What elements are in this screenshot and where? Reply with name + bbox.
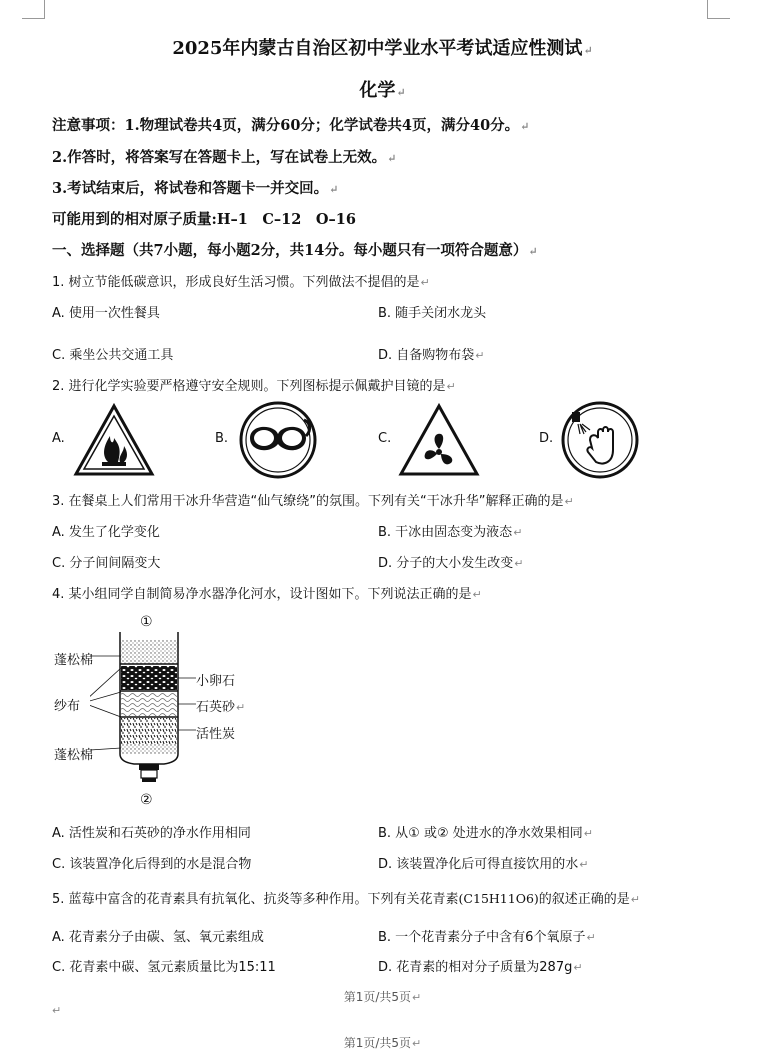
water-purifier-diagram: [90, 632, 200, 794]
diagram-mark-2: ②: [140, 792, 153, 808]
goggles-icon: [238, 400, 318, 480]
q1-stem: 1. 树立节能低碳意识，形成良好生活习惯。下列做法不提倡的是↵: [52, 275, 430, 290]
label-gauze: 纱布: [54, 699, 81, 714]
label-carbon: 活性炭: [196, 727, 236, 742]
notes-line-3: 3.考试结束后，将试卷和答题卡一并交回。↵: [52, 180, 339, 197]
q4-option-a: A. 活性炭和石英砂的净水作用相同: [52, 826, 251, 841]
q2-option-c-label: C.: [378, 431, 392, 446]
subject-title: 化学↵: [359, 80, 406, 101]
label-quartz: 石英砂↵: [196, 700, 246, 715]
q5-option-b: B. 一个花青素分子中含有6个氧原子↵: [378, 930, 596, 945]
q1-option-a: A. 使用一次性餐具: [52, 306, 160, 321]
label-cotton-bottom: 蓬松棉: [54, 748, 94, 763]
section-heading: 一、选择题（共7小题，每小题2分，共14分。每小题只有一项符合题意）↵: [52, 242, 538, 259]
footer-para-mark: ↵: [52, 1004, 62, 1017]
q2-option-a-label: A.: [52, 431, 65, 446]
notes-line-1: 注意事项：1.物理试卷共4页，满分60分；化学试卷共4页，满分40分。↵: [52, 117, 530, 134]
q2-option-b-label: B.: [215, 431, 229, 446]
q1-option-d: D. 自备购物布袋↵: [378, 348, 485, 363]
label-cotton-top: 蓬松棉: [54, 653, 94, 668]
page-footer: 第1页/共5页↵: [343, 990, 422, 1004]
q5-option-d: D. 花青素的相对分子质量为287g↵: [378, 960, 583, 975]
crop-mark-top-left: [22, 0, 45, 19]
q1-option-c: C. 乘坐公共交通工具: [52, 348, 174, 363]
q3-stem: 3. 在餐桌上人们常用干冰升华营造“仙气缭绕”的氛围。下列有关“干冰升华”解释正确的是↵: [52, 494, 574, 509]
q4-option-c: C. 该装置净化后得到的水是混合物: [52, 857, 252, 872]
atomic-mass-line: 可能用到的相对原子质量:H–1 C–12 O–16: [52, 211, 356, 228]
q4-option-d: D. 该装置净化后可得直接饮用的水↵: [378, 857, 589, 872]
q1-option-b: B. 随手关闭水龙头: [378, 306, 487, 321]
exam-title: 2025年内蒙古自治区初中学业水平考试适应性测试↵: [172, 38, 593, 59]
q3-option-a: A. 发生了化学变化: [52, 525, 160, 540]
crop-mark-top-right: [707, 0, 730, 19]
q5-stem: 5. 蓝莓中富含的花青素具有抗氧化、抗炎等多种作用。下列有关花青素(C15H11O6)的叙述正确的是↵: [52, 891, 641, 907]
notes-line-2: 2.作答时，将答案写在答题卡上，写在试卷上无效。↵: [52, 149, 397, 166]
diagram-mark-1: ①: [140, 614, 153, 630]
q4-stem: 4. 某小组同学自制简易净水器净化河水，设计图如下。下列说法正确的是↵: [52, 587, 482, 602]
q2-option-d-label: D.: [539, 431, 554, 446]
hand-wash-icon: [560, 400, 640, 480]
q2-stem: 2. 进行化学实验要严格遵守安全规则。下列图标提示佩戴护目镜的是↵: [52, 379, 456, 394]
q5-option-a: A. 花青素分子由碳、氢、氧元素组成: [52, 930, 264, 945]
page-footer-repeat: 第1页/共5页↵: [343, 1036, 422, 1050]
formula: (C15H11O6): [458, 891, 539, 906]
flame-hazard-icon: [72, 402, 156, 478]
q4-option-b: B. 从① 或② 处进水的净水效果相同↵: [378, 826, 593, 841]
fan-warning-icon: [397, 402, 481, 478]
q3-option-c: C. 分子间间隔变大: [52, 556, 161, 571]
q3-option-d: D. 分子的大小发生改变↵: [378, 556, 524, 571]
q5-option-c: C. 花青素中碳、氢元素质量比为15:11: [52, 960, 276, 975]
label-pebble: 小卵石: [196, 674, 236, 689]
q3-option-b: B. 干冰由固态变为液态↵: [378, 525, 523, 540]
